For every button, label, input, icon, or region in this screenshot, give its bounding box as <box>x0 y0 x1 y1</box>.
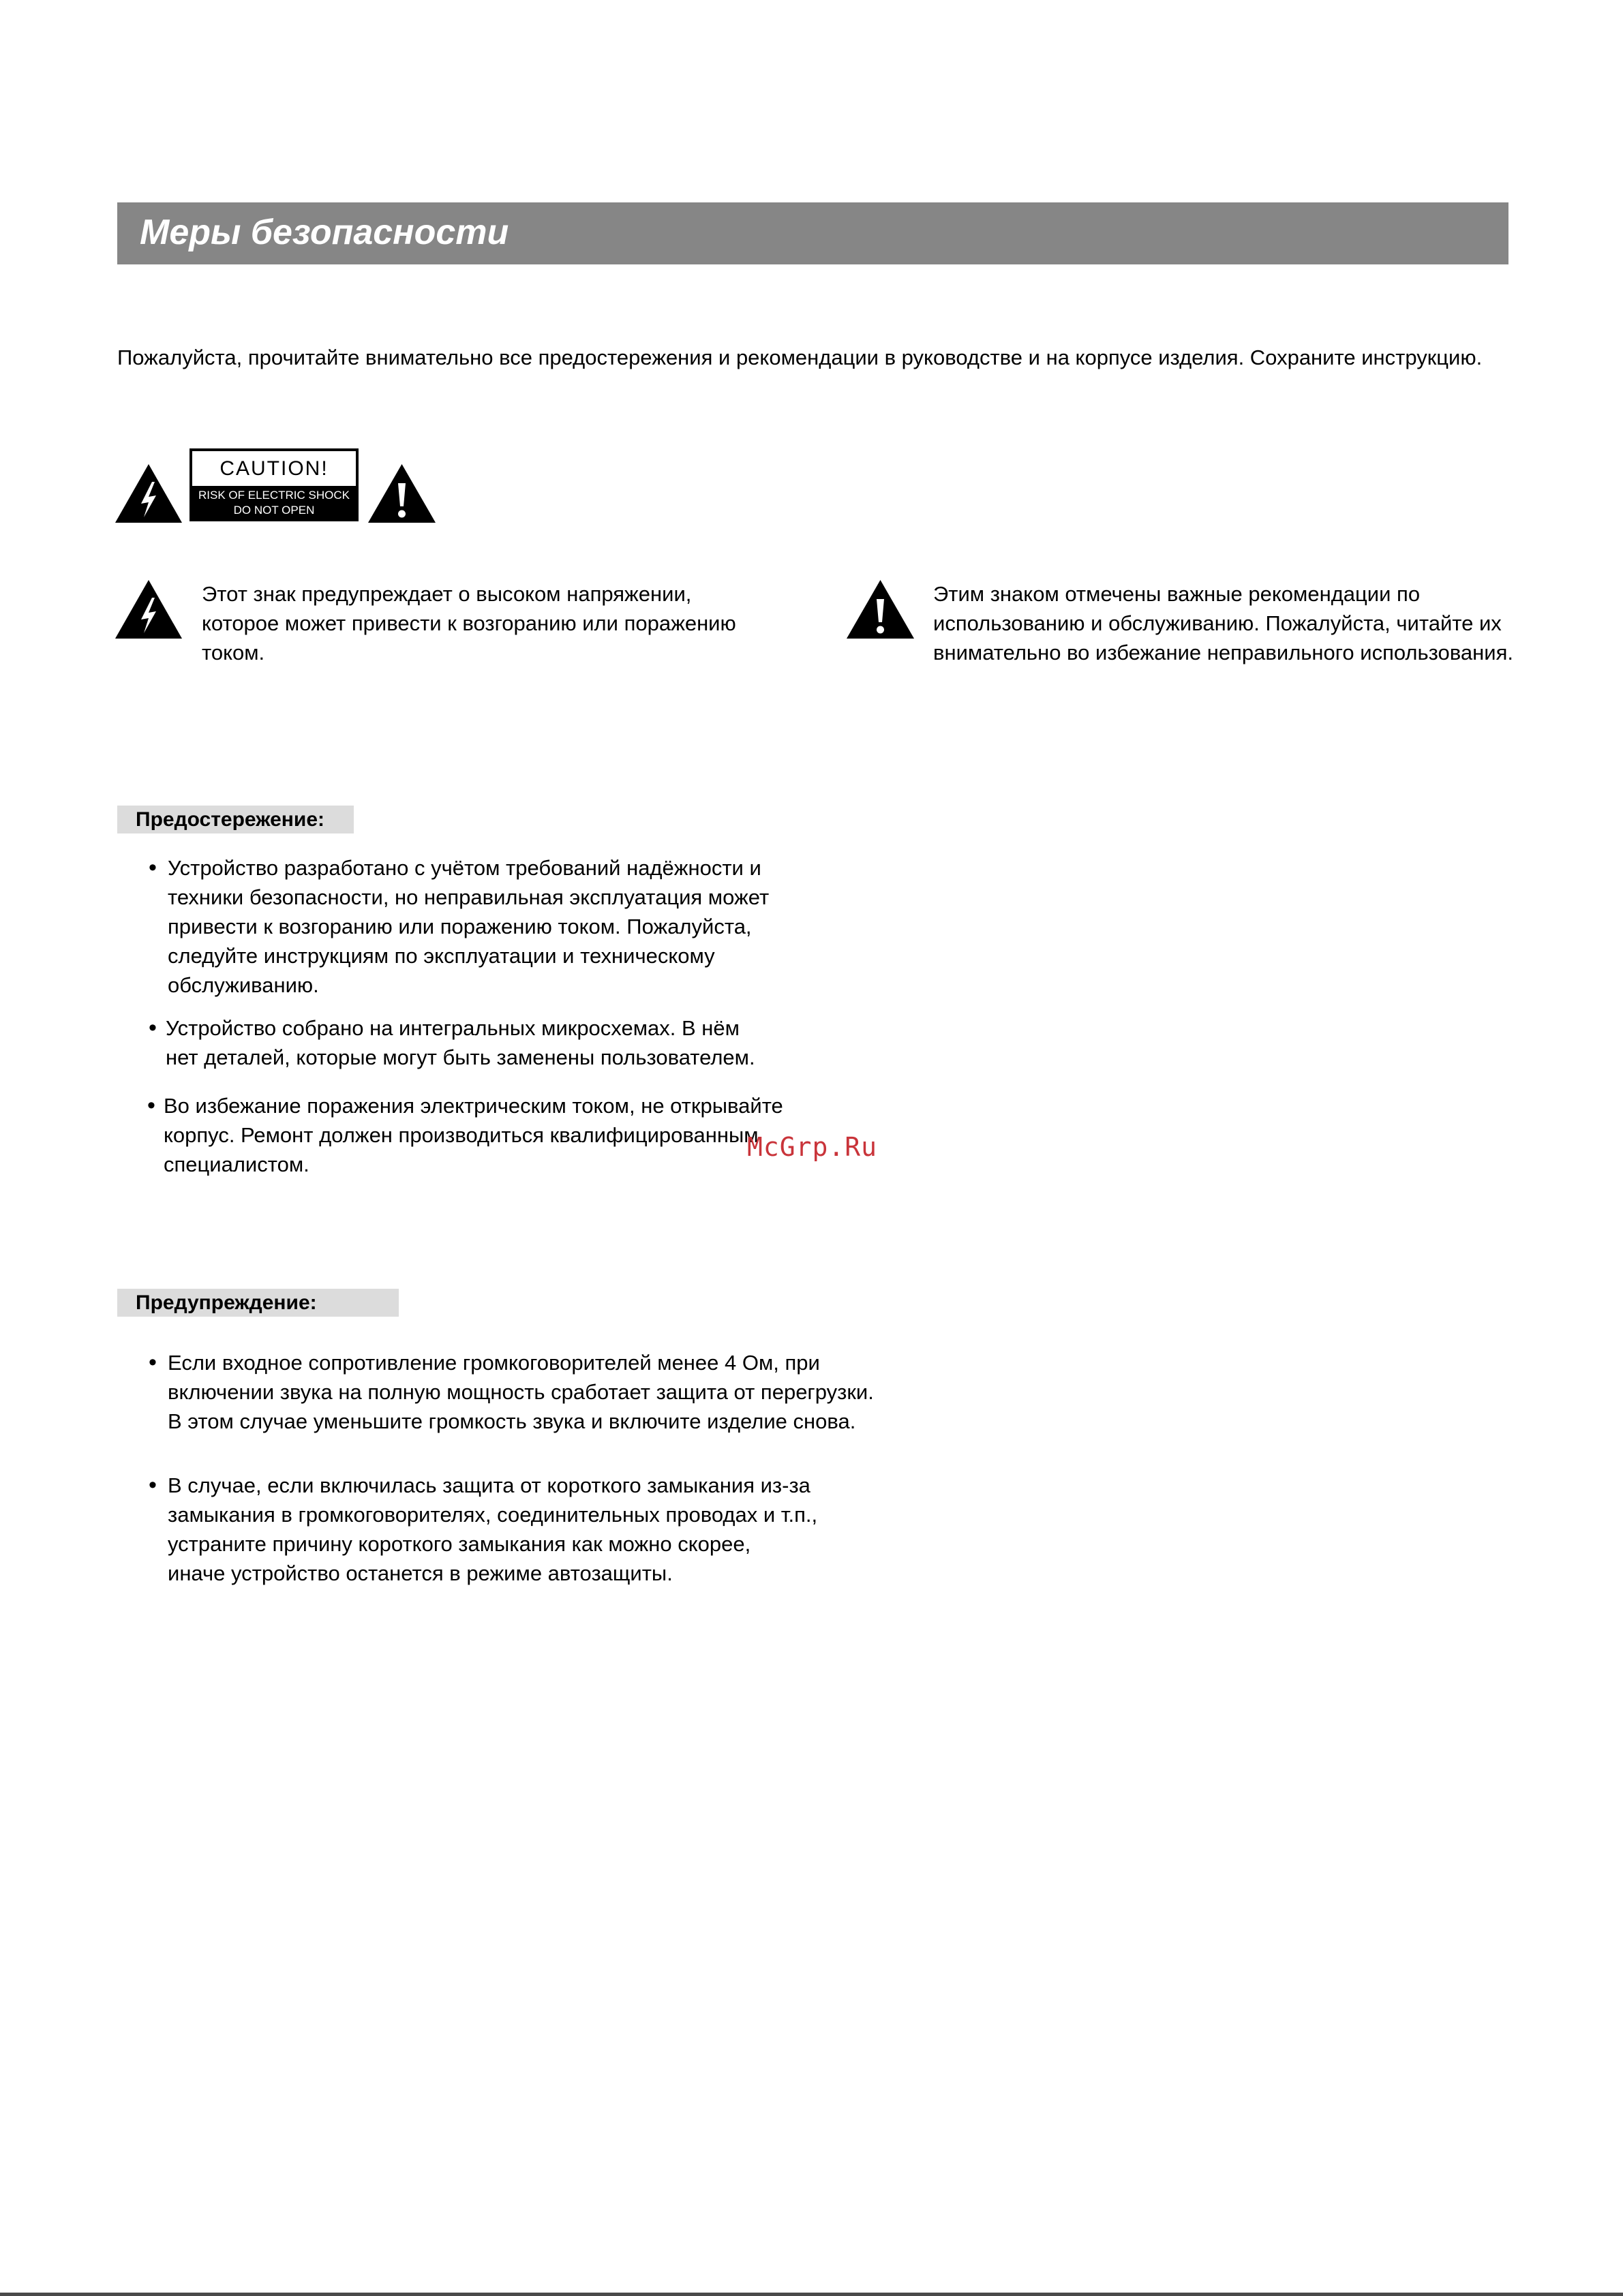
bullet-dot: • <box>149 1015 157 1041</box>
caution-bullet-1-line: привести к возгоранию или поражению током. Пожалуйста, <box>168 915 752 938</box>
warning-bullet-2-line: замыкания в громкоговорителях, соединительных проводах и т.п., <box>168 1503 818 1527</box>
bullet-dot: • <box>147 1092 155 1118</box>
high-voltage-warning-icon <box>114 463 183 524</box>
caution-title: CAUTION! <box>219 457 329 480</box>
attention-line-1: Этим знаком отмечены важные рекомендации по <box>933 582 1421 606</box>
exclamation-warning-icon <box>845 579 915 640</box>
warning-bullet-1 <box>168 1348 874 1436</box>
voltage-line-2: которое может привести к возгоранию или поражению <box>202 611 736 635</box>
caution-bullet-2-line: нет деталей, которые могут быть заменены пользователем. <box>166 1045 755 1069</box>
caution-bullet-3 <box>164 1091 783 1179</box>
caution-bullet-3-line: корпус. Ремонт должен производиться квалифицированным <box>164 1123 759 1147</box>
caution-bullet-2 <box>166 1013 755 1072</box>
caution-label <box>189 448 359 521</box>
bullet-dot: • <box>149 1349 157 1375</box>
caution-bullet-2-line: Устройство собрано на интегральных микросхемах. В нём <box>166 1016 740 1040</box>
caution-subtitle <box>192 486 356 519</box>
caution-bullet-1 <box>168 853 769 1000</box>
high-voltage-warning-icon <box>114 579 183 640</box>
caution-bullet-1-line: следуйте инструкциям по эксплуатации и техническому <box>168 944 715 968</box>
caution-bullet-1-line: обслуживанию. <box>168 973 319 997</box>
warning-bullet-2 <box>168 1471 817 1588</box>
page-title: Меры безопасности <box>140 213 509 252</box>
caution-line-2: DO NOT OPEN <box>233 504 315 517</box>
intro-text: Пожалуйста, прочитайте внимательно все предостережения и рекомендации в руководстве и на корпусе изделия. Сохраните инструкцию. <box>117 346 1483 369</box>
warning-bullet-1-line: включении звука на полную мощность сработает защита от перегрузки. <box>168 1380 874 1404</box>
warning-bullet-1-line: В этом случае уменьшите громкость звука и включите изделие снова. <box>168 1409 856 1433</box>
voltage-line-3: током. <box>202 641 265 664</box>
attention-line-3: внимательно во избежание неправильного использования. <box>933 641 1513 664</box>
attention-line-2: использованию и обслуживанию. Пожалуйста, читайте их <box>933 611 1502 635</box>
caution-line-1: RISK OF ELECTRIC SHOCK <box>198 489 350 502</box>
bullet-dot: • <box>149 1472 157 1498</box>
warning-bullet-1-line: Если входное сопротивление громкоговорителей менее 4 Ом, при <box>168 1351 820 1375</box>
page-bottom-edge <box>0 2293 1623 2296</box>
warning-bullet-2-line: иначе устройство останется в режиме автозащиты. <box>168 1561 673 1585</box>
attention-sign-description <box>933 579 1513 667</box>
voltage-sign-description <box>202 579 736 667</box>
warning-bullet-2-line: В случае, если включилась защита от короткого замыкания из-за <box>168 1473 810 1497</box>
watermark: McGrp.Ru <box>747 1132 878 1162</box>
caution-bullet-3-line: Во избежание поражения электрическим током, не открывайте <box>164 1094 783 1118</box>
warning-bullet-2-line: устраните причину короткого замыкания как можно скорее, <box>168 1532 751 1556</box>
exclamation-warning-icon <box>367 463 437 524</box>
voltage-line-1: Этот знак предупреждает о высоком напряжении, <box>202 582 692 606</box>
warning-section-label: Предупреждение: <box>136 1291 317 1314</box>
caution-bullet-1-line: техники безопасности, но неправильная эксплуатация может <box>168 885 770 909</box>
bullet-dot: • <box>149 855 157 881</box>
caution-bullet-1-line: Устройство разработано с учётом требований надёжности и <box>168 856 761 880</box>
caution-bullet-3-line: специалистом. <box>164 1152 309 1176</box>
caution-section-label: Предостережение: <box>136 808 325 831</box>
